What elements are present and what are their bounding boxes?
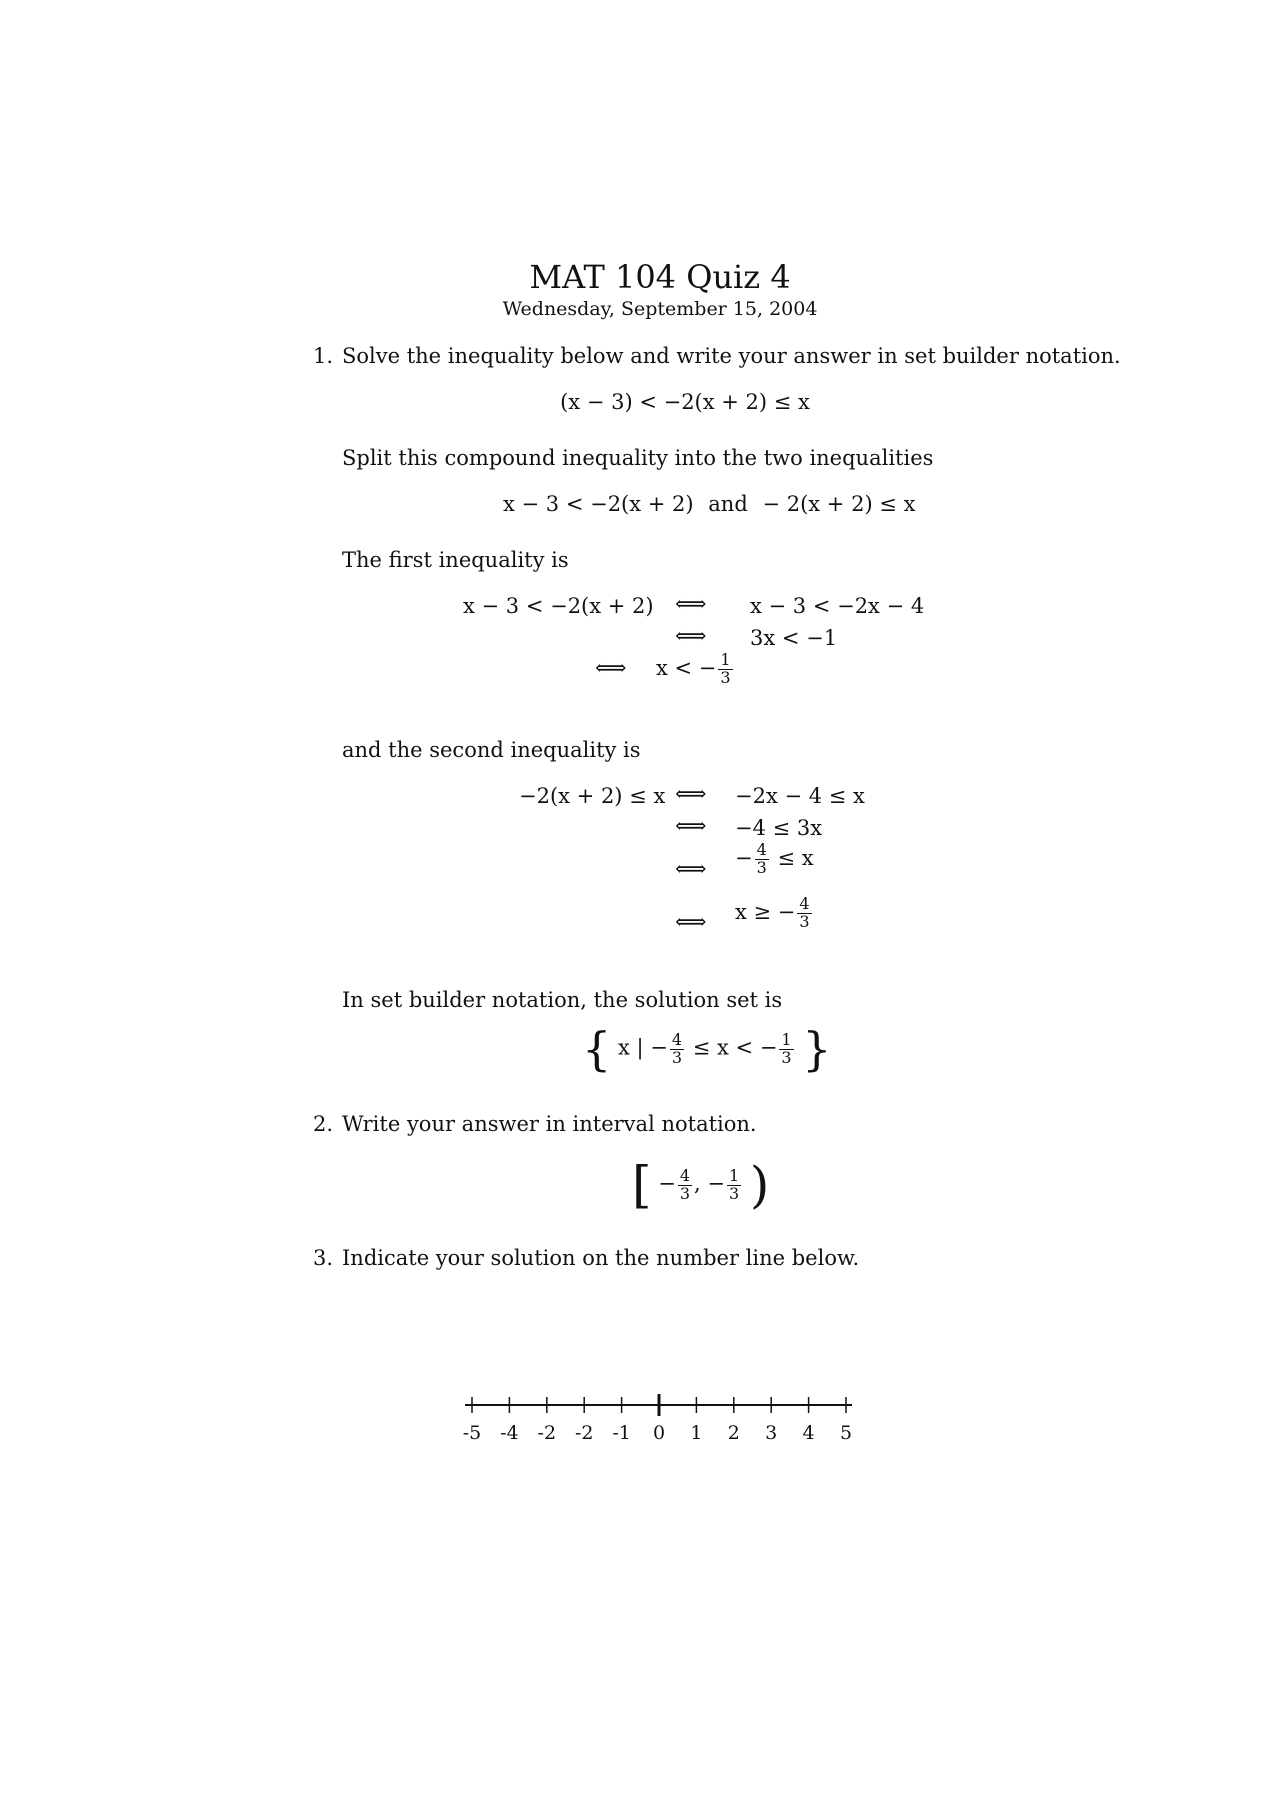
fraction-one-third: $\frac{1}{3}$ xyxy=(728,1165,740,1203)
question-2-prompt: Write your answer in interval notation. xyxy=(342,1112,757,1136)
set-builder-text: In set builder notation, the solution set is xyxy=(342,988,783,1012)
number-line-tick-label: 1 xyxy=(690,1422,703,1444)
iff-arrow: ⟺ xyxy=(595,656,627,681)
number-line-tick-label: -4 xyxy=(500,1422,519,1444)
left-bracket: [ xyxy=(632,1156,652,1214)
iff-arrow: ⟺ xyxy=(675,857,707,882)
number-line-tick-label: -5 xyxy=(462,1422,482,1444)
number-line-tick-label: 2 xyxy=(727,1422,740,1444)
fraction-four-thirds: $\frac{4}{3}$ xyxy=(756,840,767,877)
split-inequalities xyxy=(503,492,915,516)
split-left: x − 3 < −2(x + 2) xyxy=(503,492,694,516)
fraction-one-third: $\frac{1}{3}$ xyxy=(781,1029,792,1067)
number-line-tick-label: -1 xyxy=(612,1422,631,1444)
second-inequality-text: and the second inequality is xyxy=(342,738,641,762)
fraction-four-thirds: $\frac{4}{3}$ xyxy=(799,894,810,931)
number-line-tick-label: -2 xyxy=(537,1422,557,1444)
question-2-number: 2. xyxy=(313,1112,334,1136)
question-1-prompt: Solve the inequality below and write your answer in set builder notation. xyxy=(342,344,1121,368)
right-paren: ) xyxy=(749,1156,770,1214)
split-and: and xyxy=(708,492,748,516)
number-line-tick-label: -2 xyxy=(574,1422,594,1444)
second-step-4: x ≥ − $\frac{4}{3}$ xyxy=(735,894,810,931)
iff-arrow: ⟺ xyxy=(675,782,707,807)
question-1-number: 1. xyxy=(313,344,334,368)
left-brace: { xyxy=(582,1022,612,1076)
number-line-tick-label: 5 xyxy=(839,1422,853,1444)
fraction-one-third: $\frac{1}{3}$ xyxy=(720,650,731,687)
split-right: − 2(x + 2) ≤ x xyxy=(762,492,916,516)
question-3-prompt: Indicate your solution on the number line below. xyxy=(342,1246,860,1270)
question-3-number: 3. xyxy=(313,1246,334,1270)
fraction-four-thirds: $\frac{4}{3}$ xyxy=(679,1165,690,1203)
number-line xyxy=(440,1385,880,1455)
set-builder-answer: { x | − $\frac{4}{3}$ ≤ x < − $\frac{1}{3}$ } xyxy=(582,1022,832,1076)
first-inequality-text: The first inequality is xyxy=(342,548,569,572)
split-text: Split this compound inequality into the two inequalities xyxy=(342,446,934,470)
iff-arrow: ⟺ xyxy=(675,814,707,839)
fraction-four-thirds: $\frac{4}{3}$ xyxy=(671,1029,683,1067)
first-step-1: x − 3 < −2x − 4 xyxy=(750,594,925,618)
second-step-3: − $\frac{4}{3}$ ≤ x xyxy=(735,840,814,877)
second-lhs: −2(x + 2) ≤ x xyxy=(519,784,666,808)
iff-arrow: ⟺ xyxy=(675,592,707,617)
second-step-1: −2x − 4 ≤ x xyxy=(735,784,865,808)
second-step-2: −4 ≤ 3x xyxy=(735,816,823,840)
interval-answer: [ − $\frac{4}{3}$ , − $\frac{1}{3}$ ) xyxy=(632,1156,770,1214)
first-step-3: x < − $\frac{1}{3}$ xyxy=(656,650,731,687)
number-line-tick-label: 3 xyxy=(765,1422,778,1444)
number-line-tick-label: 4 xyxy=(802,1422,815,1444)
iff-arrow: ⟺ xyxy=(675,910,707,935)
first-lhs: x − 3 < −2(x + 2) xyxy=(463,594,654,618)
iff-arrow: ⟺ xyxy=(675,624,707,649)
right-brace: } xyxy=(802,1022,832,1076)
number-line-tick-label: 0 xyxy=(652,1422,666,1444)
quiz-date: Wednesday, September 15, 2004 xyxy=(502,298,818,320)
quiz-title: MAT 104 Quiz 4 xyxy=(529,258,791,296)
first-step-2: 3x < −1 xyxy=(750,626,838,650)
given-inequality: (x − 3) < −2(x + 2) ≤ x xyxy=(560,390,810,414)
